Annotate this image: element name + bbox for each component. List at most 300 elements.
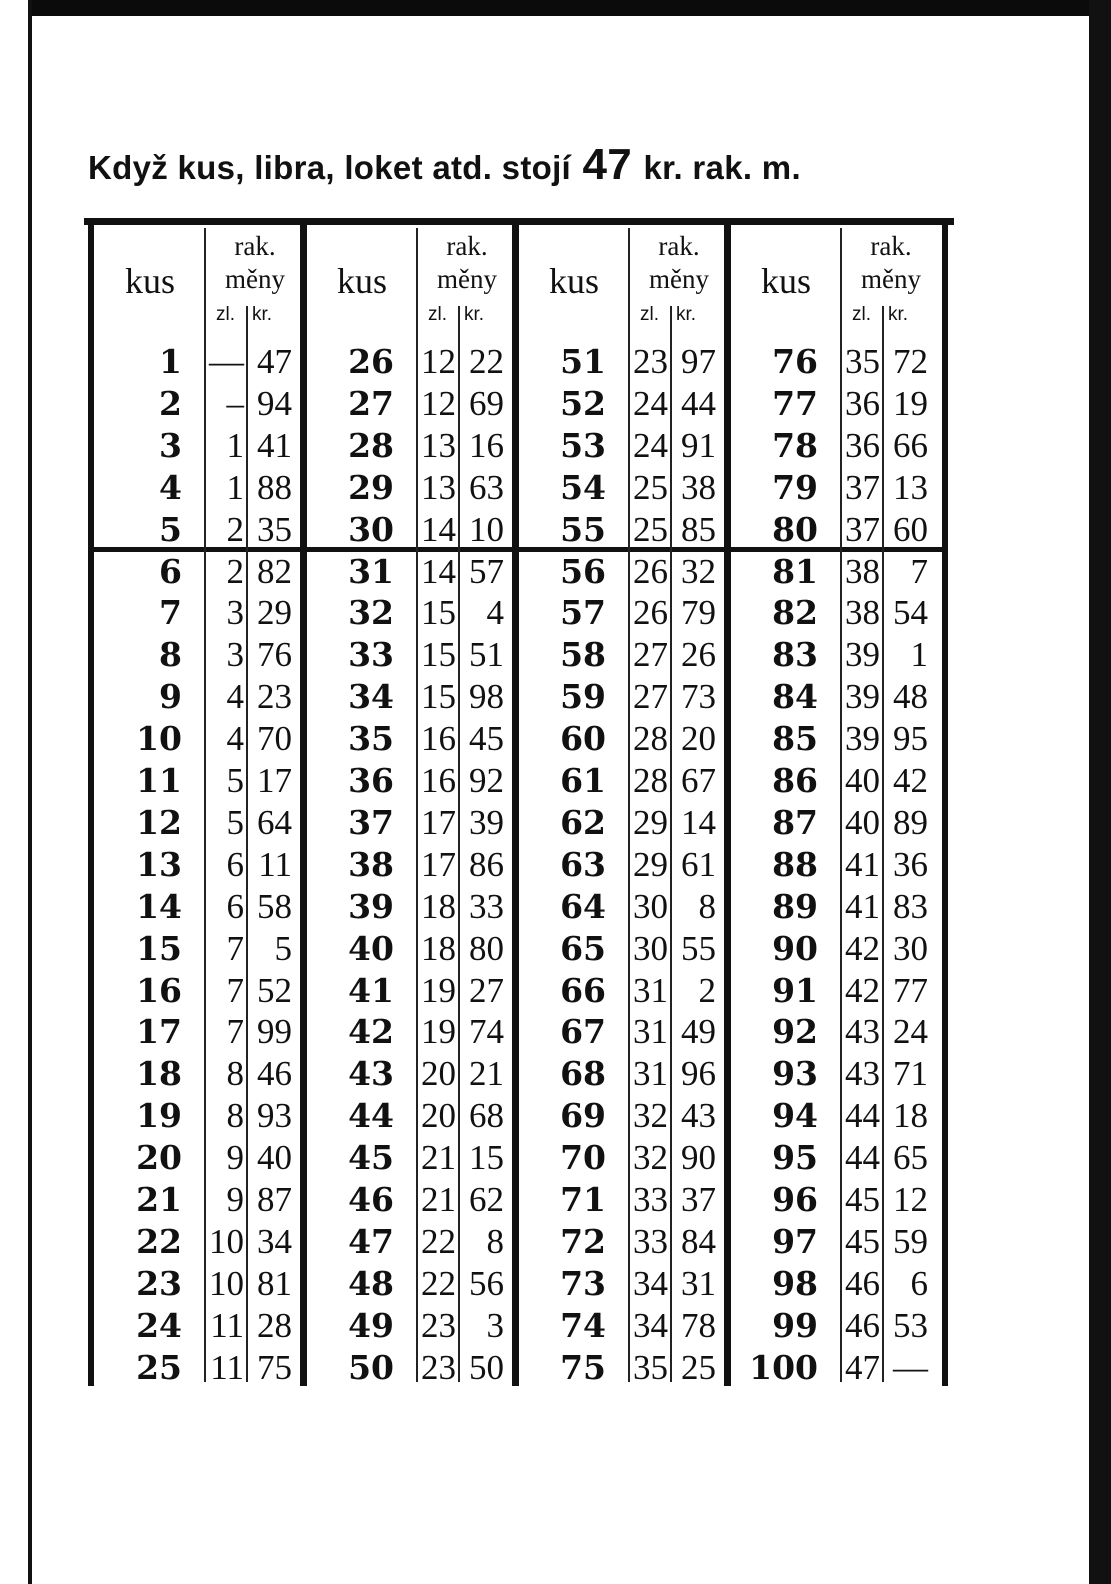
zl-value: 42 [845, 970, 880, 1010]
kus-number: 95 [772, 1138, 818, 1178]
kr-value: 23 [257, 677, 292, 717]
kr-value: 62 [469, 1180, 504, 1219]
zl-value: 21 [421, 1180, 456, 1219]
kr-value: 36 [893, 844, 928, 884]
kr-value: 27 [469, 970, 504, 1010]
kus-number: 63 [560, 844, 606, 884]
kr-value: 33 [469, 886, 504, 926]
kr-value: 12 [893, 1180, 928, 1219]
zl-value: 31 [633, 970, 668, 1010]
kr-value: 15 [469, 1138, 504, 1178]
kr-value: 91 [681, 425, 716, 465]
zl-value: 37 [845, 509, 880, 549]
zl-value: 11 [210, 1347, 244, 1387]
price-table [84, 218, 954, 1386]
zl-value: 32 [633, 1138, 668, 1178]
zl-value: 33 [633, 1221, 668, 1261]
header-zl: zl. [640, 304, 659, 325]
zl-value: 27 [633, 635, 668, 675]
kus-number: 70 [560, 1138, 606, 1178]
kr-value: 18 [893, 1096, 928, 1136]
zl-value: 4 [226, 677, 244, 717]
kus-number: 21 [136, 1180, 182, 1219]
zl-value: 28 [633, 761, 668, 800]
kus-number: 31 [348, 551, 394, 591]
zl-value: 39 [845, 635, 880, 675]
block-rule [512, 222, 519, 1386]
kr-value: 92 [469, 761, 504, 800]
zl-value: 25 [633, 467, 668, 507]
kr-value: 84 [681, 1221, 716, 1261]
zl-value: 9 [226, 1138, 244, 1178]
kus-number: 5 [159, 509, 182, 549]
zl-value: 14 [421, 551, 456, 591]
kr-value: 79 [681, 593, 716, 633]
kr-value: 30 [893, 928, 928, 968]
kus-number: 29 [348, 467, 394, 507]
kus-number: 22 [136, 1221, 182, 1261]
kr-value: 8 [486, 1221, 504, 1261]
header-rak: rak. [446, 231, 488, 261]
kus-number: 13 [136, 844, 182, 884]
zl-value: 10 [209, 1263, 244, 1303]
zl-value: 35 [633, 1347, 668, 1387]
kus-number: 37 [348, 802, 394, 842]
kr-value: 16 [469, 425, 504, 465]
kr-value: 73 [681, 677, 716, 717]
kr-value: 48 [893, 677, 928, 717]
kus-number: 47 [348, 1221, 394, 1261]
zl-value: 31 [633, 1054, 668, 1094]
kus-number: 53 [560, 425, 606, 465]
kr-value: 65 [893, 1138, 928, 1178]
kus-number: 15 [136, 928, 182, 968]
kr-value: 39 [469, 802, 504, 842]
kus-number: 34 [348, 677, 394, 717]
kr-value: 82 [257, 551, 292, 591]
kus-number: 35 [348, 719, 394, 759]
kus-number: 44 [348, 1096, 394, 1136]
kus-number: 80 [772, 509, 818, 549]
scan-edge-right [1089, 0, 1111, 1584]
kus-number: 59 [560, 677, 606, 717]
kus-number: 88 [772, 844, 818, 884]
zl-value: 38 [845, 551, 880, 591]
kr-value: 78 [681, 1305, 716, 1345]
kus-number: 2 [159, 383, 182, 423]
header-kr: kr. [888, 304, 909, 325]
block-rule [724, 222, 731, 1386]
zl-value: 15 [421, 593, 456, 633]
zl-value: 2 [226, 551, 244, 591]
zl-value: 7 [226, 970, 244, 1010]
zl-value: 45 [845, 1180, 880, 1219]
kus-number: 71 [560, 1180, 606, 1219]
kr-value: 19 [893, 383, 928, 423]
block-rule [88, 222, 94, 1386]
kus-number: 77 [772, 383, 818, 423]
kr-value: 53 [893, 1305, 928, 1345]
kus-number: 92 [772, 1012, 818, 1052]
kus-number: 26 [348, 342, 394, 381]
kr-value: 81 [257, 1263, 292, 1303]
zl-value: 17 [421, 802, 456, 842]
kus-number: 68 [560, 1054, 606, 1094]
table-right-rule [942, 222, 948, 1386]
zl-value: 19 [421, 970, 456, 1010]
kr-value: 86 [469, 844, 504, 884]
header-kr: kr. [464, 304, 485, 325]
zl-value: 6 [226, 886, 244, 926]
header-kus: kus [760, 261, 811, 301]
zl-value: 14 [421, 509, 456, 549]
kr-value: 44 [681, 383, 716, 423]
zl-value: 43 [845, 1054, 880, 1094]
header-meny: měny [437, 264, 497, 294]
kr-value: 68 [469, 1096, 504, 1136]
zl-value: 35 [845, 342, 880, 381]
kr-value: 71 [893, 1054, 928, 1094]
zl-value: 36 [845, 425, 880, 465]
kr-value: 67 [681, 761, 716, 800]
kus-number: 99 [772, 1305, 818, 1345]
kr-value: 2 [698, 970, 716, 1010]
zl-value: 38 [845, 593, 880, 633]
zl-value: 40 [845, 802, 880, 842]
kus-number: 82 [772, 593, 818, 633]
header-meny: měny [649, 264, 709, 294]
kus-number: 14 [136, 886, 182, 926]
zl-value: 7 [226, 1012, 244, 1052]
zl-value: 43 [845, 1012, 880, 1052]
kr-value: 69 [469, 383, 504, 423]
zl-value: 34 [633, 1305, 668, 1345]
zl-value: 23 [421, 1305, 456, 1345]
zl-value: 40 [845, 761, 880, 800]
kr-value: 88 [257, 467, 292, 507]
zl-value: 23 [633, 342, 668, 381]
kus-number: 11 [136, 761, 182, 800]
kus-number: 23 [136, 1263, 182, 1303]
kr-value: 64 [257, 802, 292, 842]
zl-value: 29 [633, 802, 668, 842]
scan-edge-left [0, 0, 32, 1584]
zl-value: 46 [845, 1263, 880, 1303]
header-zl: zl. [216, 304, 235, 325]
kus-number: 41 [348, 970, 394, 1010]
kr-value: 20 [681, 719, 716, 759]
kus-number: 28 [348, 425, 394, 465]
zl-value: 1 [226, 467, 244, 507]
kr-value: 3 [486, 1305, 504, 1345]
kus-number: 33 [348, 635, 394, 675]
kus-number: 60 [560, 719, 606, 759]
kr-value: 43 [681, 1096, 716, 1136]
kus-number: 51 [560, 342, 606, 381]
kus-number: 58 [560, 635, 606, 675]
kus-number: 36 [348, 761, 394, 800]
kus-number: 86 [772, 761, 818, 800]
header-kr: kr. [676, 304, 697, 325]
zl-value: 15 [421, 677, 456, 717]
kus-number: 85 [772, 719, 818, 759]
kus-number: 91 [772, 970, 818, 1010]
kr-value: 98 [469, 677, 504, 717]
kus-number: 66 [560, 970, 606, 1010]
zl-value: 42 [845, 928, 880, 968]
kr-value: 61 [681, 844, 716, 884]
kus-number: 96 [772, 1180, 818, 1219]
header-kr: kr. [252, 304, 273, 325]
zl-value: 5 [226, 802, 244, 842]
zl-value: 45 [845, 1221, 880, 1261]
kr-value: 46 [257, 1054, 292, 1094]
kr-value: 89 [893, 802, 928, 842]
zl-value: 26 [633, 551, 668, 591]
kus-number: 39 [348, 886, 394, 926]
kr-value: 54 [893, 593, 928, 633]
kr-value: 34 [257, 1221, 292, 1261]
kr-value: 90 [681, 1138, 716, 1178]
kus-number: 46 [348, 1180, 394, 1219]
kr-value: 66 [893, 425, 928, 465]
scan-edge-top [0, 0, 1111, 16]
zl-value: 39 [845, 719, 880, 759]
kr-value: 1 [910, 635, 928, 675]
header-rak: rak. [658, 231, 700, 261]
kr-value: 37 [681, 1180, 716, 1219]
kus-number: 12 [136, 802, 182, 842]
kr-value: 87 [257, 1180, 292, 1219]
page-title [88, 140, 988, 190]
header-rak: rak. [234, 231, 276, 261]
kr-value: 10 [469, 509, 504, 549]
kus-number: 55 [560, 509, 606, 549]
kus-number: 89 [772, 886, 818, 926]
zl-value: 5 [226, 761, 244, 800]
zl-value: 25 [633, 509, 668, 549]
kus-number: 72 [560, 1221, 606, 1261]
kus-number: 100 [749, 1347, 818, 1387]
kr-value: 58 [257, 886, 292, 926]
zl-value: 24 [633, 425, 668, 465]
title-price: 47 [582, 140, 633, 189]
header-zl: zl. [852, 304, 871, 325]
kr-value: 55 [681, 928, 716, 968]
kr-value: 40 [257, 1138, 292, 1178]
kr-value: 11 [258, 844, 292, 884]
zl-value: 44 [845, 1138, 880, 1178]
kus-number: 67 [560, 1012, 606, 1052]
kus-number: 18 [136, 1054, 182, 1094]
zl-value: 19 [421, 1012, 456, 1052]
zl-value: 24 [633, 383, 668, 423]
kus-number: 93 [772, 1054, 818, 1094]
kus-number: 57 [560, 593, 606, 633]
zl-value: 23 [421, 1347, 456, 1387]
kr-value: 45 [469, 719, 504, 759]
zl-value: 36 [845, 383, 880, 423]
kr-value: 70 [257, 719, 292, 759]
zl-value: 16 [421, 719, 456, 759]
kr-value: 99 [257, 1012, 292, 1052]
kus-number: 40 [348, 928, 394, 968]
kus-number: 32 [348, 593, 394, 633]
header-meny: měny [225, 264, 285, 294]
zl-value: 30 [633, 886, 668, 926]
zl-value: 8 [226, 1096, 244, 1136]
kr-value: 31 [681, 1263, 716, 1303]
kus-number: 25 [136, 1347, 182, 1387]
kus-number: 64 [560, 886, 606, 926]
kr-value: 5 [274, 928, 292, 968]
kr-value: 13 [893, 467, 928, 507]
kus-number: 16 [136, 970, 182, 1010]
kus-number: 75 [560, 1347, 606, 1387]
header-meny: měny [861, 264, 921, 294]
kr-value: 56 [469, 1263, 504, 1303]
kr-value: 17 [257, 761, 292, 800]
kr-value: 96 [681, 1054, 716, 1094]
zl-value: 22 [421, 1221, 456, 1261]
kr-value: 25 [681, 1347, 716, 1387]
header-zl: zl. [428, 304, 447, 325]
kus-number: 4 [159, 467, 182, 507]
header-kus: kus [336, 261, 387, 301]
kr-value: 74 [469, 1012, 504, 1052]
zl-value: 11 [210, 1305, 244, 1345]
kus-number: 62 [560, 802, 606, 842]
zl-value: 20 [421, 1054, 456, 1094]
kus-number: 81 [772, 551, 818, 591]
kr-value: 24 [893, 1012, 928, 1052]
kr-value: 95 [893, 719, 928, 759]
kr-value: 8 [698, 886, 716, 926]
kr-value: 77 [893, 970, 928, 1010]
kus-number: 73 [560, 1263, 606, 1303]
kus-number: 79 [772, 467, 818, 507]
kr-value: 63 [469, 467, 504, 507]
kus-number: 52 [560, 383, 606, 423]
kus-number: 20 [136, 1138, 182, 1178]
zl-value: 30 [633, 928, 668, 968]
kus-number: 69 [560, 1096, 606, 1136]
kus-number: 10 [136, 719, 182, 759]
zl-value: 18 [421, 928, 456, 968]
kus-number: 9 [159, 677, 182, 717]
kr-value: 52 [257, 970, 292, 1010]
kr-value: 57 [469, 551, 504, 591]
kr-value: 14 [681, 802, 716, 842]
kr-value: 47 [257, 342, 292, 381]
kus-number: 49 [348, 1305, 394, 1345]
kus-number: 17 [136, 1012, 182, 1052]
zl-value: 8 [226, 1054, 244, 1094]
zl-value: 3 [226, 635, 244, 675]
kus-number: 54 [560, 467, 606, 507]
kr-value: 83 [893, 886, 928, 926]
table-top-rule [84, 218, 954, 225]
zl-value: 46 [845, 1305, 880, 1345]
kus-number: 56 [560, 551, 606, 591]
kus-number: 65 [560, 928, 606, 968]
title-text: Když kus, libra, loket atd. stojí [88, 149, 572, 186]
kus-number: 30 [348, 509, 394, 549]
zl-value: 6 [226, 844, 244, 884]
kr-value: 32 [681, 551, 716, 591]
kus-number: 24 [136, 1305, 182, 1345]
zl-value: 12 [421, 383, 456, 423]
kus-number: 3 [159, 425, 182, 465]
kr-value: 7 [910, 551, 928, 591]
kr-value: 49 [681, 1012, 716, 1052]
kus-number: 84 [772, 677, 818, 717]
zl-value: 26 [633, 593, 668, 633]
kus-number: 48 [348, 1263, 394, 1303]
kus-number: 42 [348, 1012, 394, 1052]
kr-value: 50 [469, 1347, 504, 1387]
kus-number: 94 [772, 1096, 818, 1136]
kus-number: 87 [772, 802, 818, 842]
zl-value: 3 [226, 593, 244, 633]
kus-number: 38 [348, 844, 394, 884]
header-rak: rak. [870, 231, 912, 261]
kus-number: 1 [159, 342, 182, 381]
kr-value: 94 [257, 383, 292, 423]
kr-value: 38 [681, 467, 716, 507]
kr-value: 51 [469, 635, 504, 675]
zl-value: 12 [421, 342, 456, 381]
zl-value: 41 [845, 844, 880, 884]
zl-value: 47 [845, 1347, 880, 1387]
kr-value: 80 [469, 928, 504, 968]
zl-value: 44 [845, 1096, 880, 1136]
zl-value: 34 [633, 1263, 668, 1303]
zl-value: 28 [633, 719, 668, 759]
kr-value: 76 [257, 635, 292, 675]
kus-number: 27 [348, 383, 394, 423]
kus-number: 45 [348, 1138, 394, 1178]
zl-value: 10 [209, 1221, 244, 1261]
kus-number: 6 [159, 551, 182, 591]
zl-value: 41 [845, 886, 880, 926]
zl-value: 9 [226, 1180, 244, 1219]
zl-value: 32 [633, 1096, 668, 1136]
kus-number: 7 [159, 593, 182, 633]
zl-value: 15 [421, 635, 456, 675]
zl-value: – [226, 383, 244, 423]
zl-value: 1 [226, 425, 244, 465]
header-kus: kus [548, 261, 599, 301]
zl-value: 20 [421, 1096, 456, 1136]
kus-number: 83 [772, 635, 818, 675]
zl-value: 16 [421, 761, 456, 800]
zl-value: 4 [226, 719, 244, 759]
zl-value: 13 [421, 467, 456, 507]
kr-value: 35 [257, 509, 292, 549]
kr-value: 93 [257, 1096, 292, 1136]
zl-value: 21 [421, 1138, 456, 1178]
kus-number: 19 [136, 1096, 182, 1136]
kus-number: 76 [772, 342, 818, 381]
zl-value: 39 [845, 677, 880, 717]
kr-value: 59 [893, 1221, 928, 1261]
kr-value: 97 [681, 342, 716, 381]
kus-number: 43 [348, 1054, 394, 1094]
kus-number: 8 [159, 635, 182, 675]
kr-value: 29 [257, 593, 292, 633]
kus-number: 97 [772, 1221, 818, 1261]
